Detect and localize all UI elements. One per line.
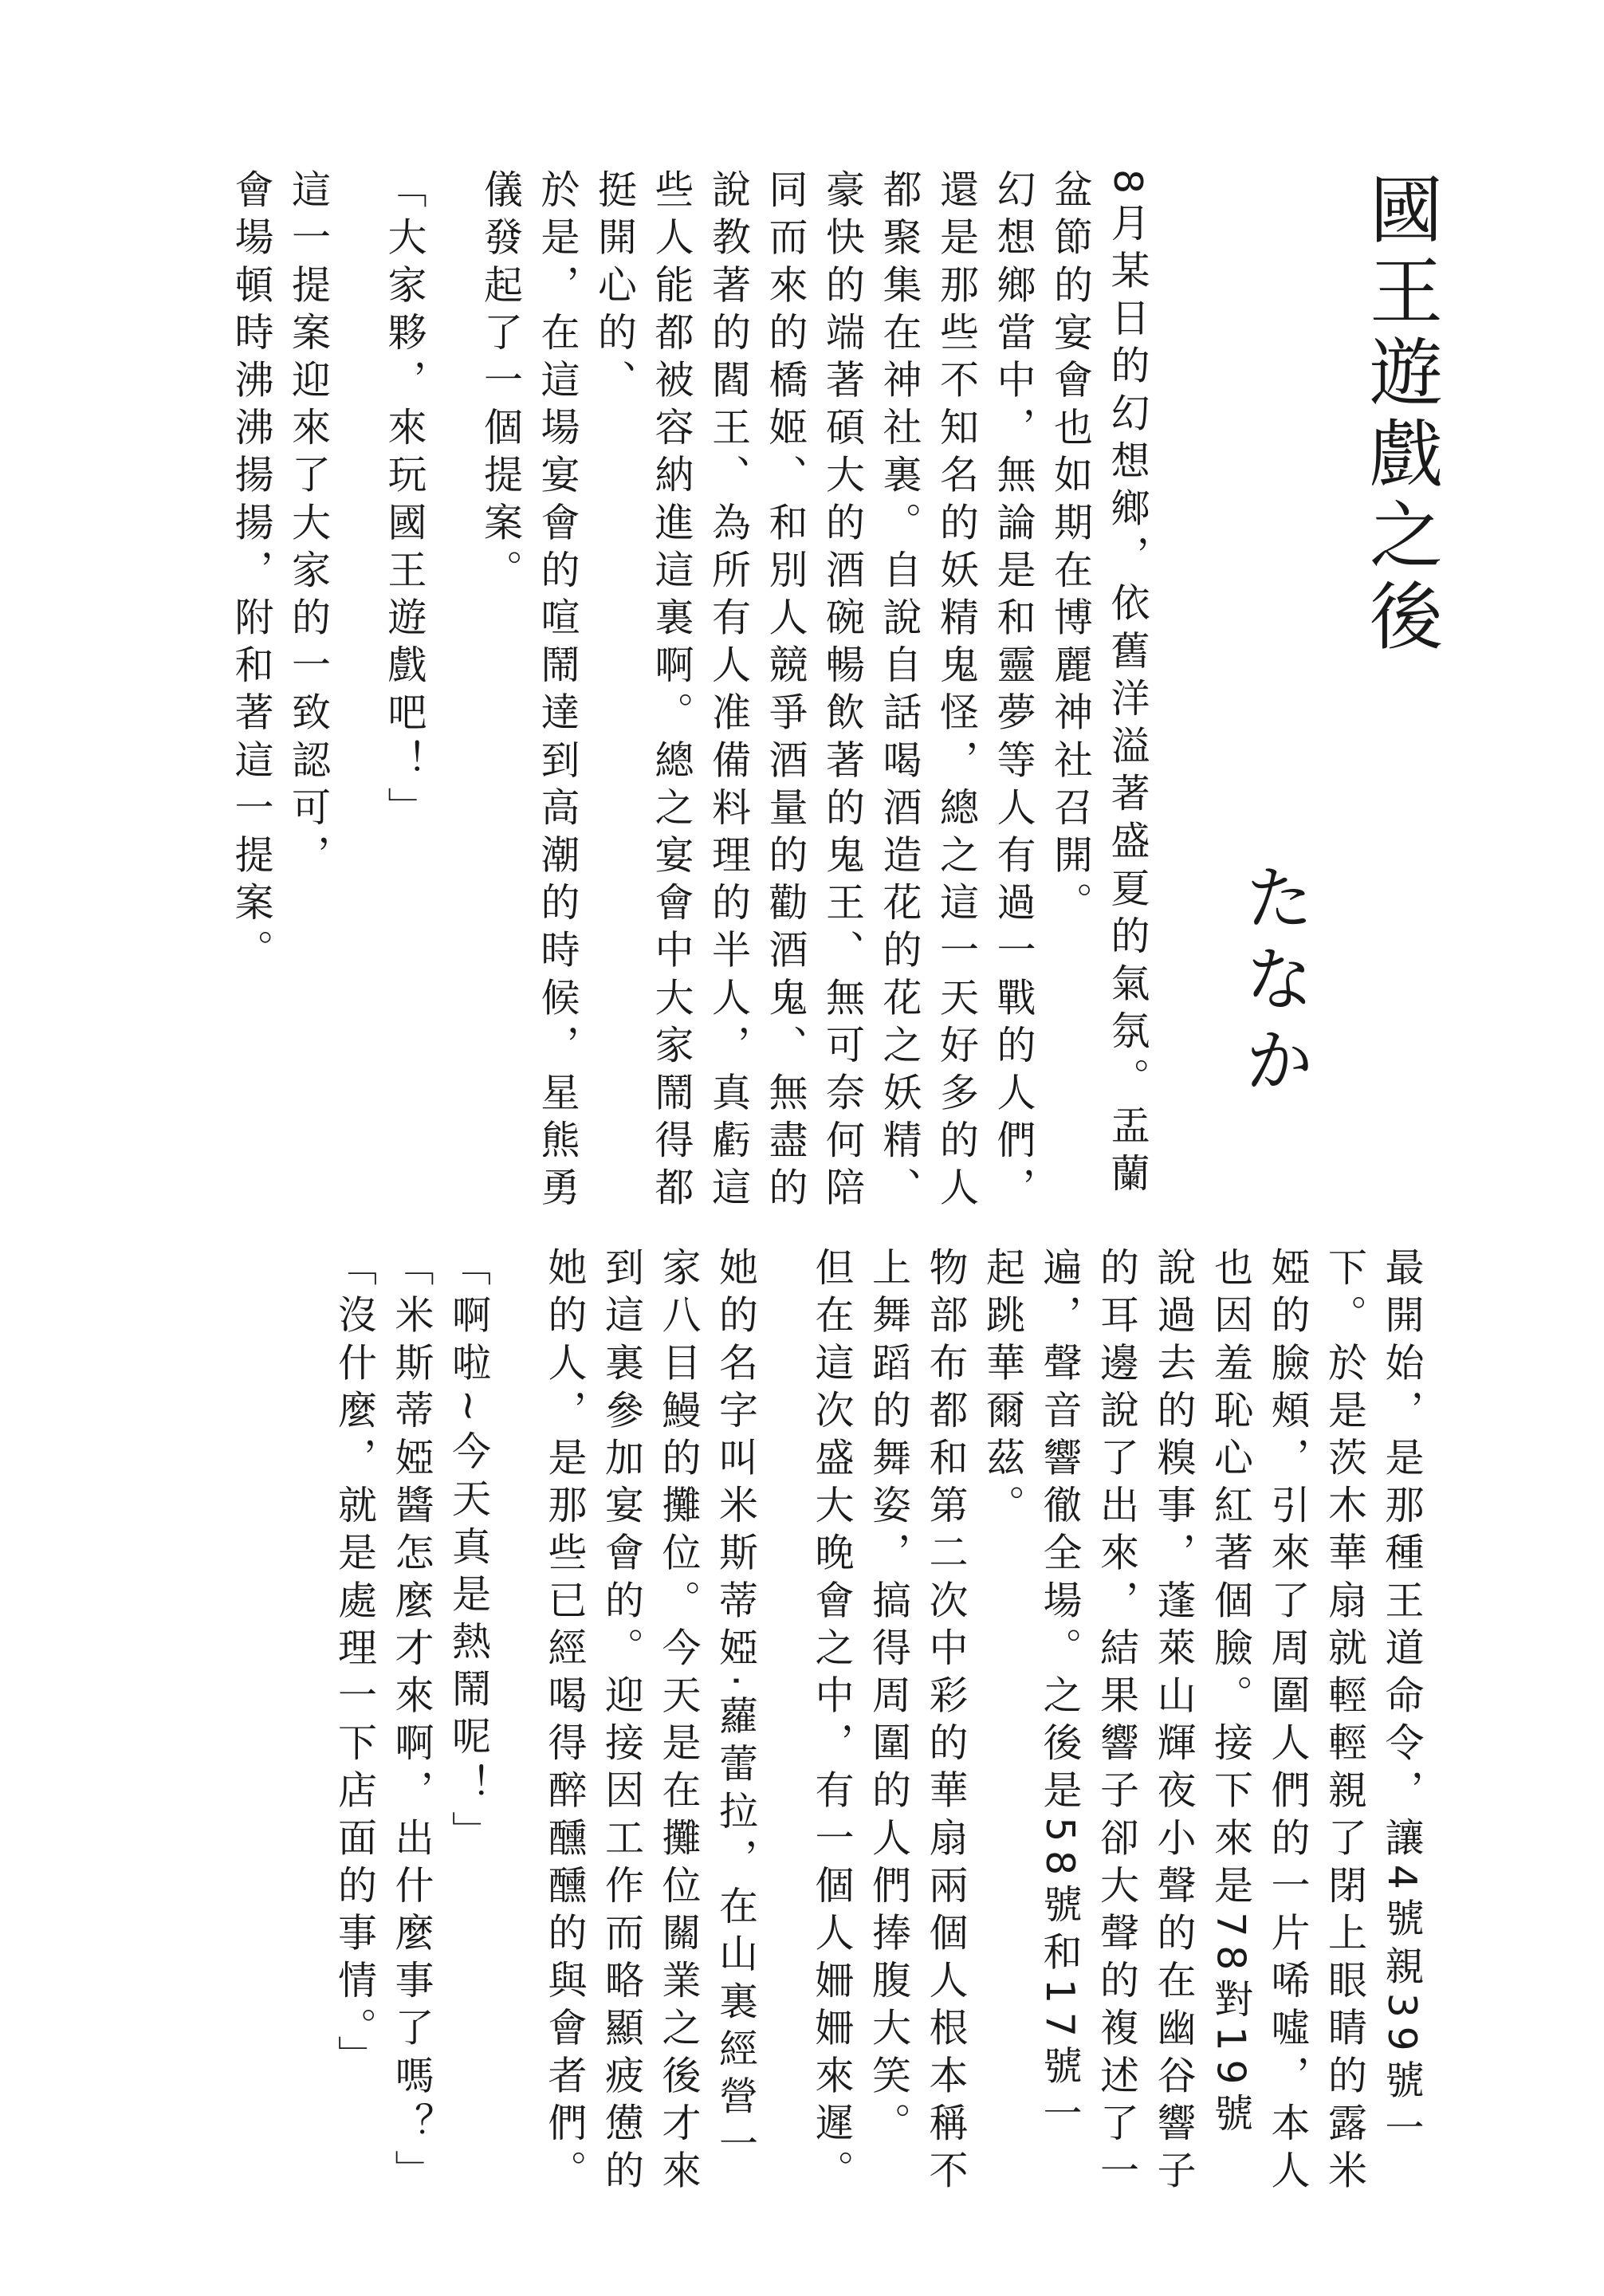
text-line: 遍，聲音響徹全場。之後是58號和17號一	[1037, 1247, 1083, 2141]
text-line: 都聚集在神社裏。自說自話喝酒造花的花之妖精、	[877, 169, 922, 1215]
text-line: 的耳邊說了出來，結果響子卻大聲的複述了一	[1094, 1247, 1140, 2197]
author-name: たなか	[1233, 861, 1315, 1105]
text-line: 最開始，是那種王道命令，讓4號親39號一	[1379, 1247, 1425, 2155]
text-line: 也因羞恥心紅著個臉。接下來是78對19號	[1208, 1247, 1254, 2141]
text-line: 還是那些不知名的妖精鬼怪，總之這一天好多的人	[934, 169, 980, 1215]
text-line: 8月某日的幻想鄉，依舊洋溢著盛夏的氣氛。盂蘭	[1105, 169, 1150, 1201]
text-line: 到這裏參加宴會的。迎接因工作而略顯疲憊的	[599, 1247, 645, 2197]
dialogue-line: 「大家夥，來玩國王遊戲吧！」	[382, 169, 427, 835]
text-line: 同而來的橋姬、和別人競爭酒量的勸酒鬼、無盡的	[763, 169, 808, 1215]
dialogue-line: 「米斯蒂婭醬怎麼才來啊，出什麼事了嗎？」	[389, 1247, 434, 2197]
lower-text-block	[326, 1247, 1430, 2283]
text-line: 些人能都被容納進這裏啊。總之宴會中大家鬧得都	[649, 169, 694, 1215]
dialogue-line: 「啊啦~今天真是熱鬧呢！」	[446, 1247, 492, 1858]
upper-text-block	[223, 169, 1157, 1215]
text-line: 家八目鰻的攤位。今天是在攤位關業之後才來	[656, 1247, 702, 2197]
text-line: 起跳華爾茲。	[980, 1247, 1026, 1532]
text-line: 儀發起了一個提案。	[478, 169, 524, 597]
paragraph-gap	[337, 169, 376, 1205]
text-line: 她的名字叫米斯蒂婭·蘿蕾拉，在山裏經營一	[713, 1247, 759, 2171]
text-line: 豪快的端著碩大的酒碗暢飲著的鬼王、無可奈何陪	[820, 169, 866, 1215]
paragraph-gap	[765, 1247, 804, 2283]
text-line: 於是，在這場宴會的喧鬧達到高潮的時候，星熊勇	[535, 169, 580, 1215]
text-line: 會場頓時沸沸揚揚，附和著這一提案。	[229, 169, 274, 977]
text-line: 婭的臉頰，引來了周圍人們的一片唏噓，本人	[1265, 1247, 1311, 2197]
text-line: 她的人，是那些已經喝得醉醺醺的與會者們。	[542, 1247, 588, 2197]
paragraph-gap	[433, 169, 472, 1205]
dialogue-line: 「沒什麼，就是處理一下店面的事情。」	[332, 1247, 378, 2083]
text-line: 說教著的閻王、為所有人准備料理的半人，真虧這	[706, 169, 752, 1215]
text-line: 下。於是茨木華扇就輕輕親了閉上眼睛的露米	[1322, 1247, 1368, 2197]
text-line: 物部布都和第二次中彩的華扇兩個人根本稱不	[923, 1247, 969, 2197]
story-title: 國王遊戲之後	[1358, 171, 1443, 659]
text-line: 幻想鄉當中，無論是和靈夢等人有過一戰的人們，	[991, 169, 1036, 1215]
paragraph-gap	[497, 1247, 537, 2283]
text-line: 上舞蹈的舞姿，搞得周圍的人們捧腹大笑。	[866, 1247, 912, 2150]
text-line: 但在這次盛大晚會之中，有一個人姍姍來遲。	[809, 1247, 855, 2197]
text-line: 挺開心的、	[592, 169, 638, 407]
text-line: 盆節的宴會也如期在博麗神社召開。	[1048, 169, 1094, 930]
text-line: 說過去的糗事，蓬萊山輝夜小聲的在幽谷響子	[1151, 1247, 1197, 2197]
text-line: 這一提案迎來了大家的一致認可，	[285, 169, 332, 882]
